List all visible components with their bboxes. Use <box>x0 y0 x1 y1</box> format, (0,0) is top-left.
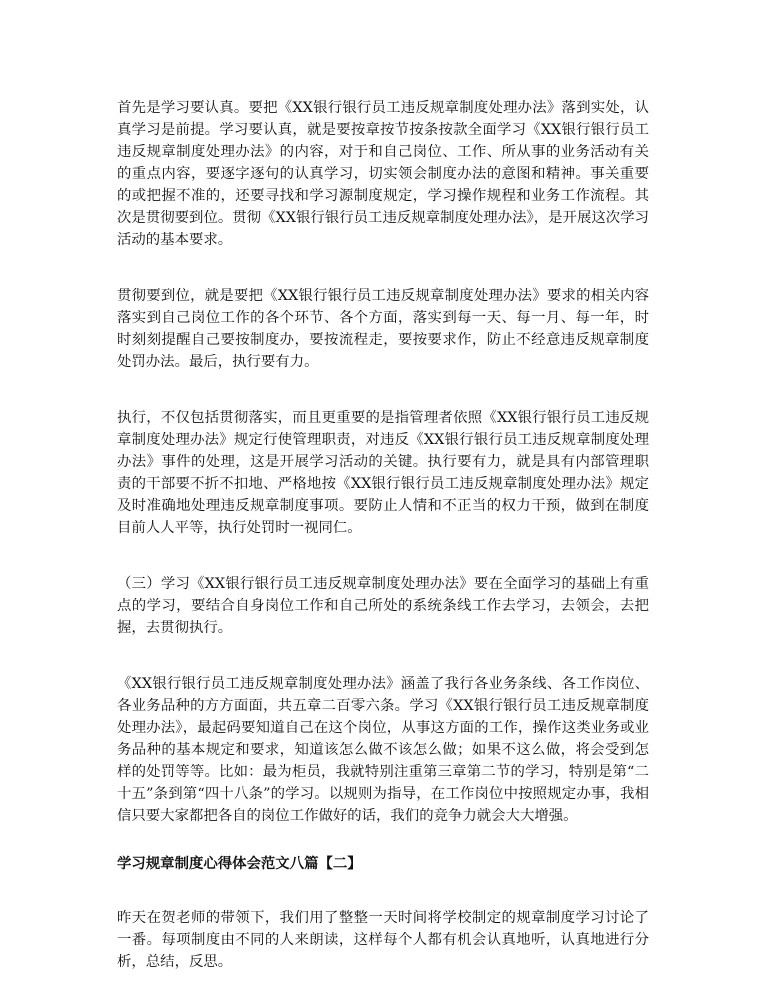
paragraph-scope: 《XX银行银行员工违反规章制度处理办法》涵盖了我行各业务条线、各工作岗位、各业务品种的方方面面，共五章二百零六条。学习《XX银行银行员工违反规章制度处理办法》，最起码要知道自己在这个岗位，从事这方面的工作，操作这类业务或业务品种的基本规定和要求，知道该怎么做不该怎么做；如果不这么做，将会受到怎样的处罚等等。比如：最为柜员，我就特别注重第三章第二节的学习，特别是第“二十五”条到第“四十八条”的学习。以规则为指导，在工作岗位中按照规定办事，我相信只要大家都把各自的岗位工作做好的话，我们的竞争力就会大大增强。 <box>117 676 649 824</box>
paragraph-section-three: （三）学习《XX银行银行员工违反规章制度处理办法》要在全面学习的基础上有重点的学习，要结合自身岗位工作和自己所处的系统条线工作去学习，去领会，去把握，去贯彻执行。 <box>117 576 649 636</box>
paragraph-closing: 昨天在贺老师的带领下，我们用了整整一天时间将学校制定的规章制度学习讨论了一番。每项制度由不同的人来朗读，这样每个人都有机会认真地听，认真地进行分析，总结，反思。 <box>117 910 649 970</box>
document-page <box>117 97 649 973</box>
paragraph-study-seriously: 首先是学习要认真。要把《XX银行银行员工违反规章制度处理办法》落到实处，认真学习是前提。学习要认真，就是要按章按节按条按款全面学习《XX银行银行员工违反规章制度处理办法》的内容，对于和自己岗位、工作、所从事的业务活动有关的重点内容，要逐字逐句的认真学习，切实领会制度办法的意图和精神。事关重要的或把握不准的，还要寻找和学习源制度规定，学习操作规程和业务工作流程。其次是贯彻要到位。贯彻《XX银行银行员工违反规章制度处理办法》，是开展这次学习活动的基本要求。 <box>117 100 649 248</box>
paragraph-execution: 执行，不仅包括贯彻落实，而且更重要的是指管理者依照《XX银行银行员工违反规章制度处理办法》规定行使管理职责，对违反《XX银行银行员工违反规章制度处理办法》事件的处理，这是开展学习活动的关键。执行要有力，就是具有内部管理职责的干部要不折不扣地、严格地按《XX银行银行员工违反规章制度处理办法》规定及时准确地处理违反规章制度事项。要防止人情和不正当的权力干预，做到在制度目前人人平等，执行处罚时一视同仁。 <box>117 410 649 536</box>
paragraph-implement-in-place: 贯彻要到位，就是要把《XX银行银行员工违反规章制度处理办法》要求的相关内容落实到自己岗位工作的各个环节、各个方面，落实到每一天、每一月、每一年，时时刻刻提醒自己要按制度办，要按流程走，要按要求作，防止不经意违反规章制度处罚办法。最后，执行要有力。 <box>117 288 649 370</box>
section-heading: 学习规章制度心得体会范文八篇【二】 <box>117 856 362 872</box>
